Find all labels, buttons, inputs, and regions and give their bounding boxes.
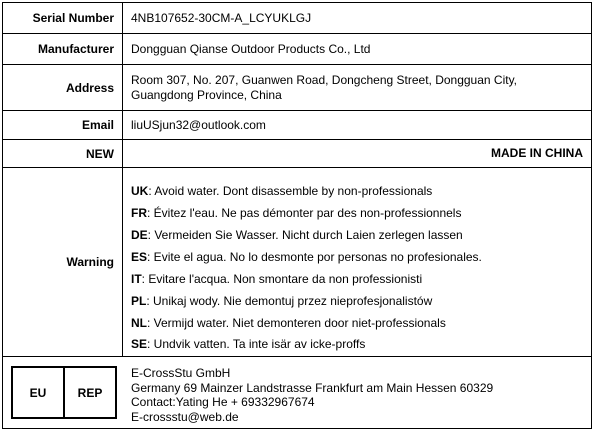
serial-number-row — [3, 3, 591, 34]
eu-rep-row — [3, 357, 591, 429]
new-label: NEW — [3, 140, 123, 167]
new-row — [3, 140, 591, 168]
serial-number-value: 4NB107652-30CM-A_LCYUKLGJ — [131, 10, 312, 25]
address-row — [3, 65, 591, 111]
eu-rep-company: E-CrossStu GmbH — [131, 366, 231, 380]
address-line-2: Guangdong Province, China — [131, 87, 282, 102]
eu-rep-email: E-crossstu@web.de — [131, 409, 239, 424]
eu-rep-details — [131, 366, 493, 424]
warning-item-pl: PL: Unikaj wody. Nie demontuj przez nieprofesjonalistów — [131, 294, 433, 308]
eu-rep-contact: Contact:Yating He + 69332967674 — [131, 395, 315, 409]
made-in-china-value: MADE IN CHINA — [491, 146, 583, 160]
warning-list — [123, 168, 591, 356]
address-line-1: Room 307, No. 207, Guanwen Road, Dongcheng Street, Dongguan City, — [131, 72, 518, 87]
warning-item-fr: FR: Évitez l'eau. Ne pas démonter par des non-professionnels — [131, 206, 462, 220]
email-row — [3, 111, 591, 140]
eu-rep-address: Germany 69 Mainzer Landstrasse Frankfurt am Main Hessen 60329 — [131, 380, 494, 395]
address-label: Address — [3, 65, 123, 110]
email-value: liuUSjun32@outlook.com — [131, 117, 266, 132]
email-label: Email — [3, 111, 123, 139]
eu-rep-badge — [11, 366, 117, 419]
address-value — [123, 65, 591, 110]
manufacturer-value: Dongguan Qianse Outdoor Products Co., Ltd — [131, 41, 371, 56]
product-label-table — [2, 2, 592, 429]
rep-badge-text: REP — [77, 385, 103, 400]
manufacturer-label: Manufacturer — [3, 34, 123, 64]
warning-item-nl: NL: Vermijd water. Niet demonteren door niet-professionals — [131, 316, 446, 330]
warning-row — [3, 168, 591, 357]
serial-number-label: Serial Number — [3, 3, 123, 33]
warning-item-it: IT: Evitare l'acqua. Non smontare da non professionisti — [131, 272, 423, 286]
warning-label: Warning — [3, 168, 123, 356]
warning-item-de: DE: Vermeiden Sie Wasser. Nicht durch Laien zerlegen lassen — [131, 228, 463, 242]
warning-item-se: SE: Undvik vatten. Ta inte isär av icke-proffs — [131, 337, 366, 351]
eu-badge-text: EU — [13, 368, 65, 417]
warning-item-uk: UK: Avoid water. Dont disassemble by non-professionals — [131, 184, 433, 198]
warning-item-es: ES: Evite el agua. No lo desmonte por personas no profesionales. — [131, 250, 482, 264]
manufacturer-row — [3, 34, 591, 65]
